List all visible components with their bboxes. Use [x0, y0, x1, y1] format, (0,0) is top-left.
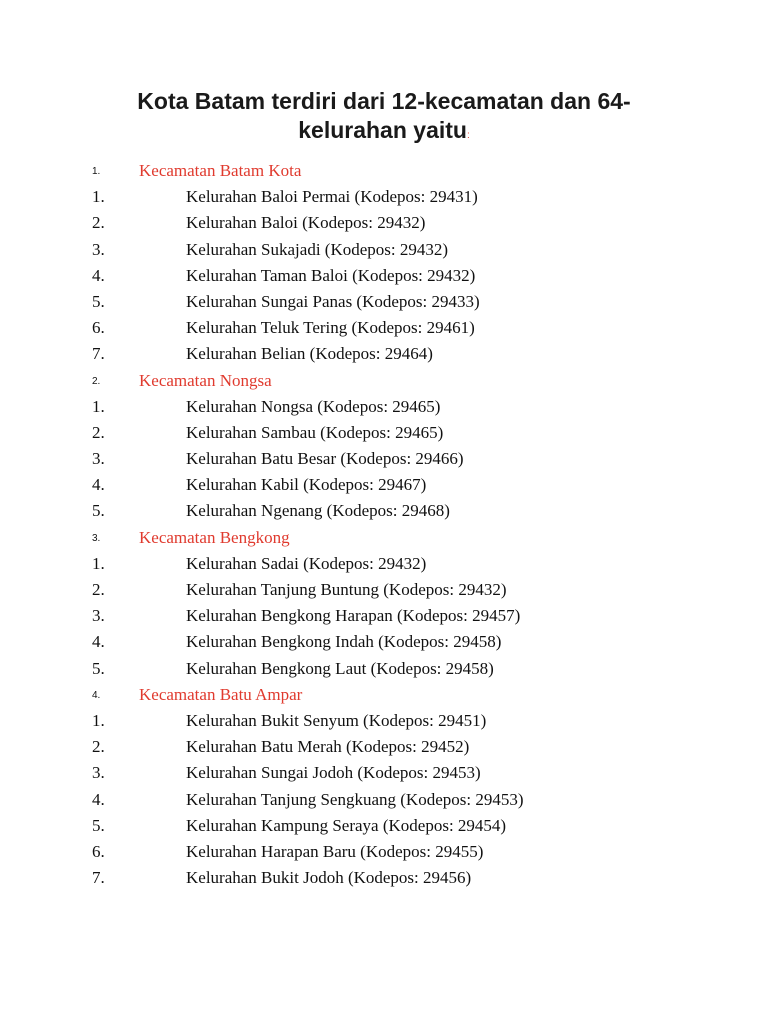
list-item — [0, 629, 768, 655]
section-name: Kecamatan Batu Ampar — [139, 684, 303, 704]
section-number: 2. — [92, 375, 101, 387]
list-item — [0, 760, 768, 786]
list-item-text: Kelurahan Batu Merah (Kodepos: 29452) — [186, 737, 470, 757]
section-name: Kecamatan Batam Kota — [139, 161, 302, 180]
title-text: Kota Batam terdiri dari 12-kecamatan dan 64-kelurahan yaitu — [137, 88, 631, 143]
list-item-number: 2. — [92, 737, 105, 757]
list-item-text: Kelurahan Bengkong Indah (Kodepos: 29458) — [186, 632, 502, 652]
list-item — [0, 420, 768, 446]
list-item-number: 1. — [92, 187, 105, 207]
list-item-text: Kelurahan Teluk Tering (Kodepos: 29461) — [186, 318, 475, 338]
list-item-number: 2. — [92, 213, 105, 233]
list-item — [0, 865, 768, 891]
list-item — [0, 734, 768, 760]
section-heading — [0, 368, 768, 394]
list-item-text: Kelurahan Sambau (Kodepos: 29465) — [186, 422, 444, 442]
list-item-text: Kelurahan Sadai (Kodepos: 29432) — [186, 553, 427, 573]
list-item-text: Kelurahan Baloi (Kodepos: 29432) — [186, 213, 426, 233]
list-item — [0, 839, 768, 865]
list-item-number: 7. — [92, 868, 105, 888]
list-item-number: 7. — [92, 344, 105, 364]
list-item — [0, 472, 768, 498]
list-item-text: Kelurahan Nongsa (Kodepos: 29465) — [186, 396, 441, 416]
list-item — [0, 603, 768, 629]
list-item — [0, 498, 768, 524]
list-item — [0, 394, 768, 420]
list-item-number: 3. — [92, 239, 105, 259]
list-item-number: 2. — [92, 580, 105, 599]
list-item — [0, 577, 768, 603]
list-item-text: Kelurahan Batu Besar (Kodepos: 29466) — [186, 449, 464, 469]
section-heading — [0, 682, 768, 708]
list-item — [0, 263, 768, 289]
list-item-text: Kelurahan Bukit Senyum (Kodepos: 29451) — [186, 710, 487, 730]
section-name: Kecamatan Bengkong — [139, 527, 290, 547]
kecamatan-list — [0, 158, 768, 891]
list-item-number: 1. — [92, 553, 105, 573]
list-item-text: Kelurahan Baloi Permai (Kodepos: 29431) — [186, 187, 478, 207]
section-name: Kecamatan Nongsa — [139, 370, 272, 390]
list-item — [0, 656, 768, 682]
list-item — [0, 787, 768, 813]
list-item — [0, 289, 768, 315]
list-item-text: Kelurahan Sukajadi (Kodepos: 29432) — [186, 239, 449, 259]
list-item-text: Kelurahan Belian (Kodepos: 29464) — [186, 344, 433, 364]
list-item-number: 1. — [92, 710, 105, 730]
list-item-text: Kelurahan Tanjung Sengkuang (Kodepos: 29453) — [186, 789, 524, 809]
list-item-number: 2. — [92, 422, 105, 442]
page-title — [90, 87, 678, 150]
list-item — [0, 184, 768, 210]
list-item-number: 5. — [92, 658, 105, 678]
list-item-text: Kelurahan Bengkong Harapan (Kodepos: 29457) — [186, 606, 521, 626]
list-item-number: 5. — [92, 291, 105, 311]
list-item-number: 4. — [92, 789, 105, 809]
section-number: 3. — [92, 532, 101, 544]
section-heading — [0, 525, 768, 551]
list-item-number: 6. — [92, 841, 105, 861]
list-item — [0, 551, 768, 577]
list-item-number: 4. — [92, 475, 105, 495]
list-item-text: Kelurahan Bukit Jodoh (Kodepos: 29456) — [186, 868, 472, 888]
list-item-number: 6. — [92, 318, 105, 338]
list-item-text: Kelurahan Harapan Baru (Kodepos: 29455) — [186, 841, 484, 861]
list-item-number: 4. — [92, 632, 105, 652]
list-item-text: Kelurahan Bengkong Laut (Kodepos: 29458) — [186, 658, 494, 678]
list-item — [0, 708, 768, 734]
list-item-number: 4. — [92, 265, 105, 285]
section-heading — [0, 158, 768, 184]
list-item-number: 3. — [92, 449, 105, 469]
title-colon: : — [466, 130, 470, 141]
list-item-text: Kelurahan Sungai Panas (Kodepos: 29433) — [186, 291, 480, 311]
list-item — [0, 315, 768, 341]
section-number: 4. — [92, 689, 101, 701]
list-item — [0, 446, 768, 472]
list-item-number: 3. — [92, 606, 105, 626]
list-item — [0, 341, 768, 367]
list-item-number: 5. — [92, 815, 105, 835]
list-item-text: Kelurahan Tanjung Buntung (Kodepos: 29432) — [186, 580, 507, 599]
list-item-text: Kelurahan Sungai Jodoh (Kodepos: 29453) — [186, 763, 481, 783]
list-item-text: Kelurahan Ngenang (Kodepos: 29468) — [186, 501, 450, 521]
list-item — [0, 210, 768, 236]
list-item-text: Kelurahan Kabil (Kodepos: 29467) — [186, 475, 427, 495]
list-item-text: Kelurahan Taman Baloi (Kodepos: 29432) — [186, 265, 476, 285]
list-item — [0, 237, 768, 263]
list-item-text: Kelurahan Kampung Seraya (Kodepos: 29454) — [186, 815, 507, 835]
list-item — [0, 813, 768, 839]
list-item-number: 1. — [92, 396, 105, 416]
list-item-number: 5. — [92, 501, 105, 521]
list-item-number: 3. — [92, 763, 105, 783]
section-number: 1. — [92, 166, 101, 177]
